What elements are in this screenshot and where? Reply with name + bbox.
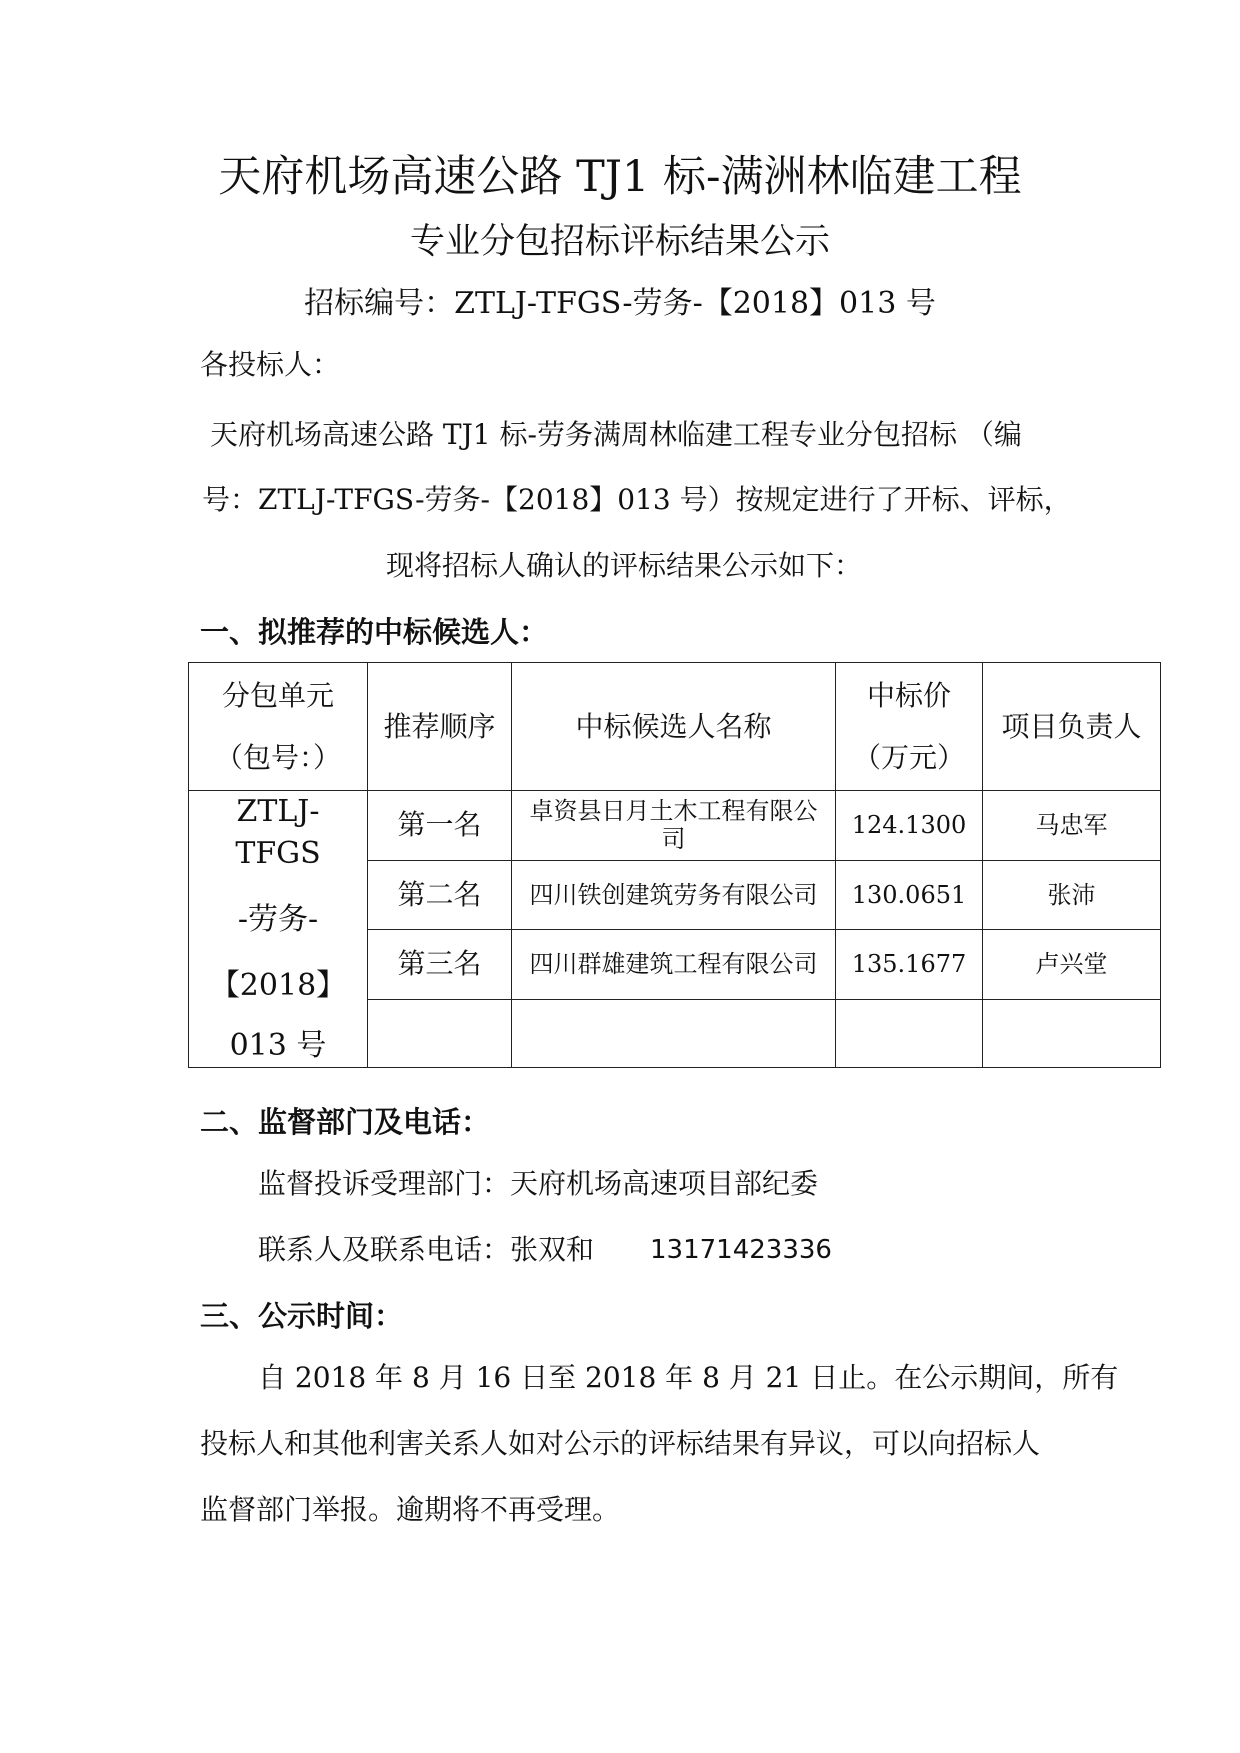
notice-period-line-1: 自 2018 年 8 月 16 日至 2018 年 8 月 21 日止。在公示期间，所有 [258, 1361, 1119, 1394]
tender-number: 招标编号：ZTLJ-TFGS-劳务-【2018】013 号 [304, 286, 936, 321]
empty-cell [368, 999, 512, 1067]
intro-line-1: 天府机场高速公路 TJ1 标-劳务满周林临建工程专业分包招标 （编 [210, 418, 1022, 451]
empty-cell [836, 999, 983, 1067]
rank-cell: 第一名 [368, 791, 512, 861]
candidate-name-cell: 四川群雄建筑工程有限公司 [512, 930, 836, 1000]
header-rank: 推荐顺序 [368, 663, 512, 791]
section-1-heading: 一、拟推荐的中标候选人： [200, 615, 549, 649]
package-line-4: 013 号 [229, 1028, 327, 1063]
contact-person: 联系人及联系电话：张双和 [258, 1233, 595, 1266]
empty-cell [983, 999, 1161, 1067]
candidate-name-cell: 卓资县日月土木工程有限公司 [512, 791, 836, 861]
project-manager-cell: 张沛 [983, 860, 1161, 930]
salutation: 各投标人： [200, 348, 341, 381]
document-subtitle: 专业分包招标评标结果公示 [409, 222, 830, 262]
bid-price-cell: 124.1300 [836, 791, 983, 861]
header-package-unit-line2: （包号：） [214, 740, 341, 774]
header-bid-price-line1: 中标价 [866, 678, 951, 712]
header-candidate-name: 中标候选人名称 [512, 663, 836, 791]
package-line-2: -劳务- [237, 902, 319, 937]
table-row [189, 791, 1161, 861]
header-project-manager: 项目负责人 [983, 663, 1161, 791]
candidate-table [188, 662, 1161, 1068]
table-header-row [189, 663, 1161, 791]
empty-cell [512, 999, 836, 1067]
supervision-department: 监督投诉受理部门：天府机场高速项目部纪委 [258, 1167, 819, 1200]
header-bid-price-line2: （万元） [852, 740, 965, 774]
bid-price-cell: 130.0651 [836, 860, 983, 930]
section-3-heading: 三、公示时间： [200, 1299, 404, 1333]
header-bid-price [836, 663, 983, 791]
bid-price-cell: 135.1677 [836, 930, 983, 1000]
header-package-unit-line1: 分包单元 [221, 678, 334, 712]
intro-line-3: 现将招标人确认的评标结果公示如下： [386, 549, 863, 582]
project-manager-cell: 卢兴堂 [983, 930, 1161, 1000]
candidate-name-cell: 四川铁创建筑劳务有限公司 [512, 860, 836, 930]
intro-line-2: 号：ZTLJ-TFGS-劳务-【2018】013 号）按规定进行了开标、评标， [202, 483, 1072, 516]
notice-period-line-3: 监督部门举报。逾期将不再受理。 [200, 1493, 621, 1526]
rank-cell: 第二名 [368, 860, 512, 930]
section-2-heading: 二、监督部门及电话： [200, 1105, 491, 1139]
contact-phone: 13171423336 [650, 1235, 832, 1265]
header-package-unit [189, 663, 368, 791]
rank-cell: 第三名 [368, 930, 512, 1000]
document-title: 天府机场高速公路 TJ1 标-满洲林临建工程 [218, 152, 1022, 202]
package-number-cell [189, 791, 368, 1068]
notice-period-line-2: 投标人和其他利害关系人如对公示的评标结果有异议，可以向招标人 [200, 1427, 1041, 1460]
package-line-1: ZTLJ-TFGS [235, 794, 321, 871]
package-line-3: 【2018】 [209, 968, 347, 1003]
project-manager-cell: 马忠军 [983, 791, 1161, 861]
